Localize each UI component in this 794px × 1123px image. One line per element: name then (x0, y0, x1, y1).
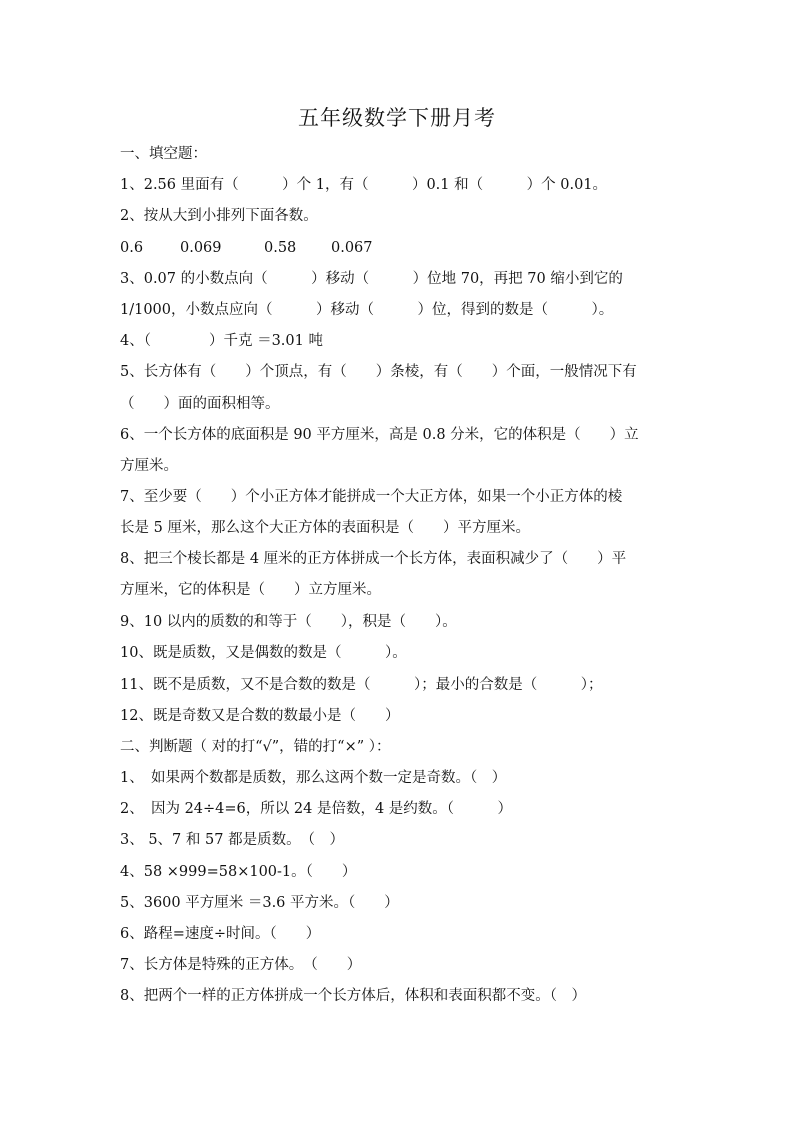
question-1-11: 11、既不是质数，又不是合数的数是（ ）；最小的合数是（ ）； (120, 677, 603, 693)
question-2-1: 1、 如果两个数都是质数，那么这两个数一定是奇数。（ ） (120, 770, 507, 786)
number-list (120, 238, 520, 258)
question-2-6: 6、路程=速度÷时间。（ ） (120, 926, 321, 942)
question-1-3-line1: 3、0.07 的小数点向（ ）移动（ ）位地 70，再把 70 缩小到它的 (120, 271, 623, 287)
question-1-6-line2: 方厘米。 (120, 458, 178, 474)
number-value: 0.067 (331, 240, 373, 256)
question-2-4: 4、58 ×999=58×100-1。（ ） (120, 864, 357, 880)
page-title: 五年级数学下册月考 (298, 106, 496, 130)
question-1-3-line2: 1/1000，小数点应向（ ）移动（ ）位，得到的数是（ ）。 (120, 302, 614, 318)
question-1-10: 10、既是质数，又是偶数的数是（ ）。 (120, 645, 407, 661)
question-1-2: 2、按从大到小排列下面各数。 (120, 208, 318, 224)
question-1-4: 4、（ ）千克 ＝3.01 吨 (120, 333, 323, 349)
question-1-5-line1: 5、长方体有（ ）个顶点，有（ ）条棱，有（ ）个面，一般情况下有 (120, 364, 637, 380)
question-1-8-line1: 8、把三个棱长都是 4 厘米的正方体拼成一个长方体，表面积减少了（ ）平 (120, 551, 627, 567)
question-2-5: 5、3600 平方厘米 ＝3.6 平方米。（ ） (120, 895, 399, 911)
number-value: 0.069 (180, 240, 222, 256)
question-1-7-line1: 7、至少要（ ）个小正方体才能拼成一个大正方体，如果一个小正方体的棱 (120, 489, 623, 505)
question-2-2: 2、 因为 24÷4=6，所以 24 是倍数，4 是约数。（ ） (120, 801, 513, 817)
section-fill-in-heading: 一、填空题： (120, 146, 207, 162)
question-1-1: 1、2.56 里面有（ ）个 1，有（ ）0.1 和（ ）个 0.01。 (120, 177, 608, 193)
question-2-7: 7、长方体是特殊的正方体。 （ ） (120, 957, 362, 973)
section-true-false-heading: 二、判断题（ 对的打“√”，错的打“×” ）： (120, 739, 391, 755)
question-2-8: 8、把两个一样的正方体拼成一个长方体后，体积和表面积都不变。（ ） (120, 988, 586, 1004)
number-value: 0.6 (120, 240, 144, 256)
question-1-6-line1: 6、一个长方体的底面积是 90 平方厘米，高是 0.8 分米，它的体积是（ ）立 (120, 427, 639, 443)
question-2-3: 3、 5、7 和 57 都是质数。 （ ） (120, 832, 345, 848)
question-1-9: 9、10 以内的质数的和等于（ ），积是（ ）。 (120, 614, 457, 630)
number-value: 0.58 (264, 240, 297, 256)
question-1-8-line2: 方厘米，它的体积是（ ）立方厘米。 (120, 582, 381, 598)
question-1-5-line2: （ ）面的面积相等。 (120, 396, 280, 412)
question-1-7-line2: 长是 5 厘米，那么这个大正方体的表面积是（ ）平方厘米。 (120, 520, 530, 536)
question-1-12: 12、既是奇数又是合数的数最小是（ ） (120, 708, 400, 724)
